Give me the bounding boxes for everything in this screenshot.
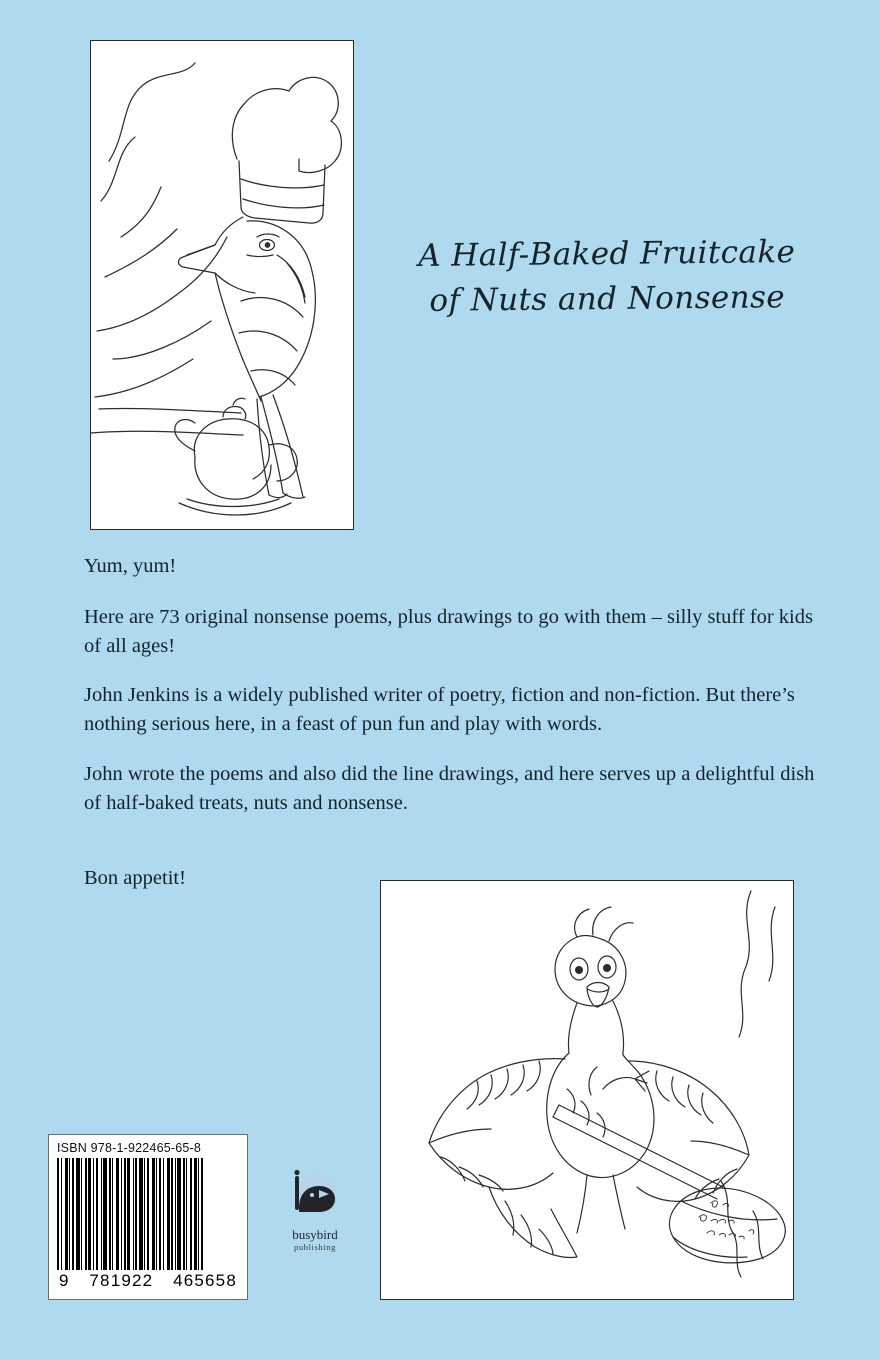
isbn-barcode-block xyxy=(48,1134,248,1300)
bird-in-circle-icon xyxy=(287,1168,343,1224)
publisher-subtitle: publishing xyxy=(294,1242,336,1253)
publisher-logo-block xyxy=(272,1168,358,1252)
book-title-line-1: A Half-Baked Fruitcake xyxy=(418,234,796,274)
bird-with-spread-wings-serving-dish-drawing xyxy=(381,881,793,1299)
barcode-digits xyxy=(57,1271,239,1291)
publisher-name: busybird xyxy=(292,1227,338,1242)
barcode-digit-group-1: 781922 xyxy=(89,1271,154,1290)
blurb-paragraph-1: Here are 73 original nonsense poems, plus drawings to go with them – silly stuff for kids of all ages! xyxy=(84,606,813,658)
book-title xyxy=(372,230,843,325)
barcode-bars xyxy=(57,1158,239,1270)
kookaburra-in-chef-hat-with-teapot-drawing xyxy=(91,41,353,529)
blurb-text-block xyxy=(84,552,824,893)
barcode-digit-group-2: 465658 xyxy=(173,1271,237,1290)
blurb-paragraph-2: John Jenkins is a widely published writer of poetry, fiction and non-fiction. But there’s nothing serious here, in a feast of pun fun and play with words. xyxy=(84,684,795,736)
illustration-bottom-frame xyxy=(380,880,794,1300)
illustration-top-frame xyxy=(90,40,354,530)
blurb-paragraph-3: John wrote the poems and also did the line drawings, and here serves up a delightful dish of half-baked treats, nuts and nonsense. xyxy=(84,762,815,814)
blurb-closing: Bon appetit! xyxy=(84,866,186,889)
book-title-line-2: of Nuts and Nonsense xyxy=(429,279,786,319)
barcode-digit-prefix: 9 xyxy=(59,1271,70,1290)
isbn-label: ISBN 978-1-922465-65-8 xyxy=(57,1141,202,1155)
blurb-greeting: Yum, yum! xyxy=(84,555,177,577)
